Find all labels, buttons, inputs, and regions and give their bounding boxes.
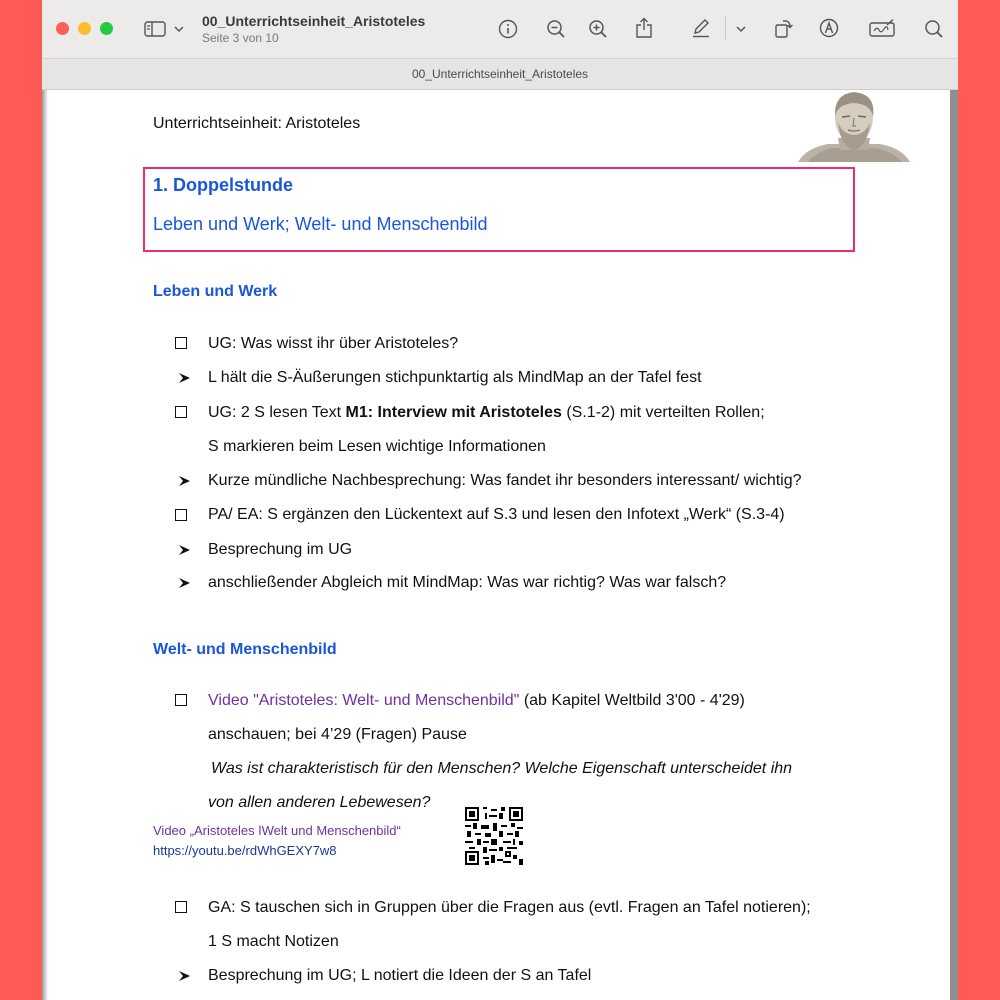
- heading-welt-und-menschenbild: Welt- und Menschenbild: [153, 641, 337, 658]
- checkbox-icon: [175, 901, 187, 913]
- pdf-page: [42, 90, 950, 1000]
- list-item: PA/ EA: S ergänzen den Lückentext auf S.3 und lesen den Infotext „Werk“ (S.3-4): [208, 506, 785, 523]
- checkbox-icon: [175, 509, 187, 521]
- window-controls: [56, 22, 113, 35]
- checkbox-icon: [175, 337, 187, 349]
- page-shadow-left: [42, 90, 48, 1000]
- section-title: 1. Doppelstunde: [153, 175, 294, 195]
- question-text: Was ist charakteristisch für den Menschen? Welche Eigenschaft unterscheidet ihn: [211, 760, 793, 777]
- preview-window: [42, 0, 958, 1000]
- text-run-bold: M1: Interview mit Aristoteles: [345, 404, 562, 421]
- video-link[interactable]: Video "Aristoteles: Welt- und Menschenbild": [208, 692, 520, 709]
- share-icon[interactable]: [632, 15, 656, 41]
- document-title: 00_Unterrichtseinheit_Aristoteles: [202, 13, 426, 29]
- minimize-window-button[interactable]: [78, 22, 91, 35]
- fullscreen-window-button[interactable]: [100, 22, 113, 35]
- title-block: [202, 12, 425, 46]
- list-item: anschließender Abgleich mit MindMap: Was war richtig? Was war falsch?: [208, 574, 727, 591]
- list-item: GA: S tauschen sich in Gruppen über die Fragen aus (evtl. Fragen an Tafel notieren);: [208, 899, 811, 916]
- list-item: L hält die S-Äußerungen stichpunktartig als MindMap an der Tafel fest: [208, 369, 702, 386]
- section-subtitle: Leben und Werk; Welt- und Menschenbild: [153, 214, 488, 234]
- list-item: Kurze mündliche Nachbesprechung: Was fandet ihr besonders interessant/ wichtig?: [208, 472, 802, 489]
- question-text: von allen anderen Lebewesen?: [208, 794, 431, 811]
- arrow-bullet-icon: [178, 475, 194, 487]
- heading-leben-und-werk: Leben und Werk: [153, 283, 278, 300]
- markup-pen-icon[interactable]: [689, 16, 713, 40]
- text-run: (ab Kapitel Weltbild 3'00 - 4'29): [519, 692, 745, 709]
- chevron-down-icon[interactable]: [734, 21, 748, 37]
- search-icon[interactable]: [922, 17, 946, 41]
- rotate-icon[interactable]: [772, 15, 796, 41]
- list-item-continuation: anschauen; bei 4’29 (Fragen) Pause: [208, 726, 467, 743]
- checkbox-icon: [175, 694, 187, 706]
- info-icon[interactable]: [496, 17, 520, 41]
- list-item: Besprechung im UG: [208, 541, 353, 558]
- sidebar-icon[interactable]: [142, 18, 168, 40]
- tab-bar: [42, 58, 958, 90]
- checkbox-icon: [175, 406, 187, 418]
- list-item: Besprechung im UG; L notiert die Ideen der S an Tafel: [208, 967, 592, 984]
- page-indicator: Seite 3 von 10: [202, 31, 279, 45]
- chevron-down-icon[interactable]: [172, 21, 186, 37]
- close-window-button[interactable]: [56, 22, 69, 35]
- annotate-icon[interactable]: [817, 16, 841, 40]
- arrow-bullet-icon: [178, 544, 194, 556]
- tab-document-title[interactable]: 00_Unterrichtseinheit_Aristoteles: [411, 67, 589, 81]
- list-item-continuation: S markieren beim Lesen wichtige Informationen: [208, 438, 546, 455]
- arrow-bullet-icon: [178, 372, 194, 384]
- text-run: (S.1-2) mit verteilten Rollen;: [561, 404, 765, 421]
- page-header: Unterrichtseinheit: Aristoteles: [153, 115, 361, 132]
- aristoteles-bust-image: [798, 90, 910, 162]
- list-item-continuation: 1 S macht Notizen: [208, 933, 339, 950]
- list-item: [208, 403, 765, 423]
- video-url-link[interactable]: https://youtu.be/rdWhGEXY7w8: [153, 843, 337, 858]
- arrow-bullet-icon: [178, 970, 194, 982]
- arrow-bullet-icon: [178, 577, 194, 589]
- signature-icon[interactable]: [868, 17, 896, 39]
- qr-code-icon: [465, 807, 523, 865]
- vertical-scrollbar[interactable]: [950, 90, 958, 1000]
- list-item: UG: Was wisst ihr über Aristoteles?: [208, 335, 459, 352]
- text-run: UG: 2 S lesen Text: [208, 404, 346, 421]
- video-caption: Video „Aristoteles ǀWelt und Menschenbild“: [153, 823, 401, 838]
- toolbar-divider: [725, 16, 726, 40]
- zoom-out-icon[interactable]: [544, 17, 568, 41]
- list-item: [208, 691, 745, 711]
- toolbar: [42, 0, 958, 58]
- zoom-in-icon[interactable]: [586, 17, 610, 41]
